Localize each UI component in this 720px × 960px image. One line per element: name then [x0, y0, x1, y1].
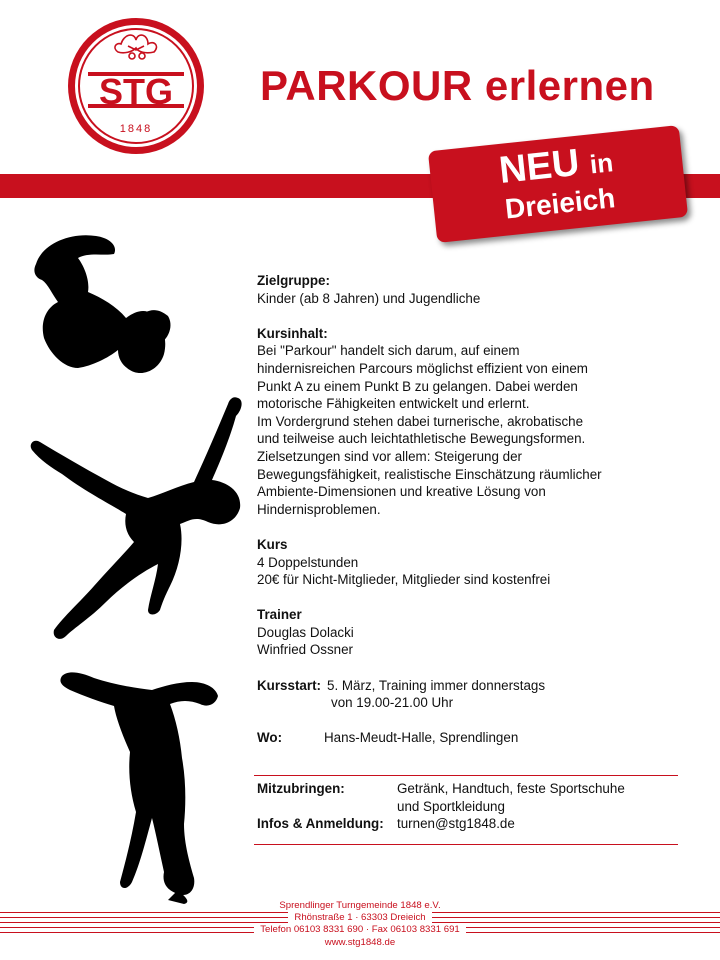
zielgruppe-text: Kinder (ab 8 Jahren) und Jugendliche	[257, 290, 481, 306]
badge-place: Dreieich	[503, 182, 617, 225]
page-title	[260, 62, 655, 110]
badge-in: in	[588, 147, 615, 180]
divider-bottom	[254, 844, 678, 845]
kursinhalt-line: Hindernisproblemen.	[257, 501, 381, 517]
mitzubringen-section	[257, 780, 687, 833]
kursinhalt-line: Bei "Parkour" handelt sich darum, auf einem	[257, 343, 520, 359]
kursinhalt-section	[257, 325, 697, 519]
wo-section	[257, 729, 697, 747]
wo-value: Hans-Meudt-Halle, Sprendlingen	[324, 730, 519, 746]
kurs-line: 20€ für Nicht-Mitglieder, Mitglieder sind kostenfrei	[257, 572, 551, 588]
trainer-section	[257, 606, 697, 659]
title-main: PARKOUR	[260, 62, 473, 109]
kursinhalt-line: Zielsetzungen sind vor allem: Steigerung der	[257, 448, 522, 464]
mitzubringen-label: Mitzubringen:	[257, 781, 345, 796]
footer-address	[0, 900, 720, 949]
course-info	[257, 272, 697, 765]
kursinhalt-line: und teilweise auch leichtathletische Bewegungsformen.	[257, 431, 586, 447]
parkour-silhouette-flip	[18, 222, 188, 412]
kursstart-line2: von 19.00-21.00 Uhr	[331, 695, 454, 711]
infos-email[interactable]: turnen@stg1848.de	[397, 816, 515, 832]
title-rest: erlernen	[484, 62, 655, 109]
kursstart-label: Kursstart:	[257, 677, 321, 693]
logo-initials: STG	[98, 71, 174, 112]
trainer-heading: Trainer	[257, 607, 302, 623]
trainer-name: Winfried Ossner	[257, 642, 353, 658]
kursinhalt-line: Bewegungsfähigkeit, realistische Einschätzung räumlicher	[257, 466, 602, 482]
logo-year: 1848	[119, 123, 153, 135]
stg-logo	[66, 16, 206, 156]
mitzubringen-line2: und Sportkleidung	[397, 798, 505, 814]
new-badge	[428, 125, 688, 243]
mitzubringen-line1: Getränk, Handtuch, feste Sportschuhe	[397, 781, 625, 796]
zielgruppe-heading: Zielgruppe:	[257, 273, 330, 288]
kursinhalt-line: Im Vordergrund stehen dabei turnerische, akrobatische	[257, 413, 584, 429]
footer-website[interactable]: www.stg1848.de	[319, 937, 401, 949]
parkour-silhouette-kick	[30, 396, 246, 642]
wo-label: Wo:	[257, 730, 283, 746]
kursinhalt-line: Punkt A zu einem Punkt B zu gelangen. Dabei werden	[257, 378, 578, 394]
footer-line: Rhönstraße 1 · 63303 Dreieich	[288, 912, 431, 924]
footer-line: Sprendlinger Turngemeinde 1848 e.V.	[273, 900, 446, 912]
kursinhalt-heading: Kursinhalt:	[257, 325, 328, 341]
footer-line: Telefon 06103 8331 690 · Fax 06103 8331 691	[254, 924, 466, 936]
kurs-line: 4 Doppelstunden	[257, 554, 359, 570]
kursinhalt-line: Ambiente-Dimensionen und kreative Lösung von	[257, 484, 546, 500]
kurs-heading: Kurs	[257, 536, 288, 552]
kursstart-section	[257, 677, 697, 712]
parkour-silhouette-run	[60, 668, 220, 904]
badge-neu: NEU	[497, 141, 582, 192]
zielgruppe-section	[257, 272, 697, 307]
infos-label: Infos & Anmeldung:	[257, 816, 384, 832]
trainer-name: Douglas Dolacki	[257, 624, 354, 640]
kurs-section	[257, 536, 697, 589]
divider-top	[254, 775, 678, 776]
kursinhalt-line: hindernisreichen Parcours möglichst effizient von einem	[257, 360, 588, 376]
kursstart-line1: 5. März, Training immer donnerstags	[327, 677, 546, 693]
kursinhalt-line: motorische Fähigkeiten entwickelt und erlernt.	[257, 396, 530, 412]
